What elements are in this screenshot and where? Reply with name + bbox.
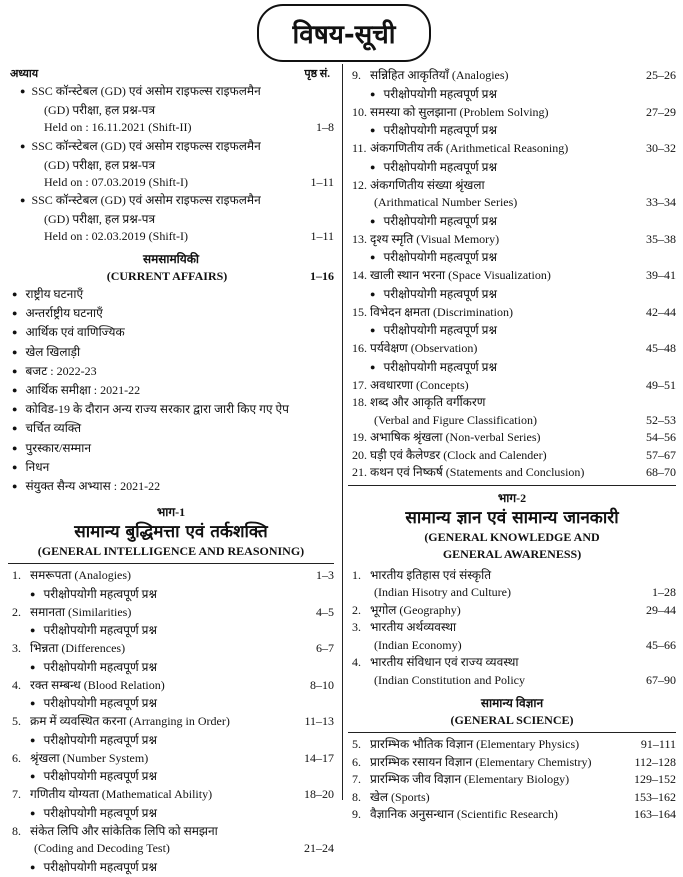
toc-item-pages: 45–48 bbox=[646, 341, 676, 355]
left-column bbox=[8, 64, 334, 877]
toc-item bbox=[348, 177, 676, 195]
toc-item-number: 8. bbox=[352, 789, 361, 804]
toc-item-text: भारतीय अर्थव्यवस्था bbox=[370, 620, 457, 634]
toc-item-text: खाली स्थान भरना (Space Visualization) bbox=[370, 268, 551, 282]
toc-item bbox=[348, 464, 676, 482]
toc-item-title bbox=[348, 771, 632, 789]
current-affairs-item: ● पुरस्कार/सम्मान bbox=[8, 439, 334, 458]
toc-item-cont bbox=[8, 840, 334, 858]
science-list bbox=[348, 736, 676, 824]
toc-item-text: विभेदन क्षमता (Discrimination) bbox=[370, 304, 513, 319]
toc-item bbox=[348, 771, 676, 789]
current-affairs-item: ● निधन bbox=[8, 458, 334, 477]
toc-item-title bbox=[348, 654, 676, 672]
toc-item-number: 4. bbox=[12, 677, 21, 692]
exam-paper-pages: 1–11 bbox=[310, 174, 334, 189]
toc-item-title bbox=[348, 394, 676, 412]
toc-item-text: शब्द और आकृति वर्गीकरण bbox=[370, 395, 486, 409]
toc-item-pages: 57–67 bbox=[646, 447, 676, 462]
toc-item-bullet: ● परीक्षोपयोगी महत्वपूर्ण प्रश्न bbox=[348, 158, 676, 177]
toc-item-text: गणितीय योग्यता (Mathematical Ability) bbox=[30, 787, 213, 802]
toc-item-title bbox=[8, 567, 290, 585]
part1-plain-list bbox=[348, 377, 676, 482]
toc-item-text: भारतीय इतिहास एवं संस्कृति bbox=[370, 567, 492, 582]
toc-item bbox=[348, 736, 676, 754]
toc-item-title bbox=[348, 67, 632, 85]
part2-title-en1: (GENERAL KNOWLEDGE AND bbox=[424, 529, 600, 544]
toc-item-text: कथन एवं निष्कर्ष (Statements and Conclusion) bbox=[370, 465, 585, 479]
toc-item-pages: 1–28 bbox=[652, 585, 676, 599]
toc-item-title bbox=[348, 429, 632, 447]
toc-header bbox=[8, 64, 334, 82]
current-affairs-item: ● चर्चित व्यक्ति bbox=[8, 419, 334, 438]
current-affairs-item: ● संयुक्त सैन्य अभ्यास : 2021-22 bbox=[8, 477, 334, 496]
toc-item-bullet: ● परीक्षोपयोगी महत्वपूर्ण प्रश्न bbox=[348, 285, 676, 304]
toc-item-text2: (Arithmatical Number Series) bbox=[374, 195, 518, 209]
toc-item bbox=[348, 394, 676, 412]
toc-item-pages: 67–90 bbox=[646, 672, 676, 687]
toc-item-title bbox=[348, 377, 632, 395]
toc-item-text: अवधारणा (Concepts) bbox=[370, 377, 469, 392]
toc-item-bullet: ● परीक्षोपयोगी महत्वपूर्ण प्रश्न bbox=[8, 658, 334, 677]
toc-item-text: भिन्नता (Differences) bbox=[30, 641, 126, 656]
toc-item bbox=[348, 754, 676, 772]
toc-item-bullet: ● परीक्षोपयोगी महत्वपूर्ण प्रश्न bbox=[348, 212, 676, 231]
part1-title-hi: सामान्य बुद्धिमत्ता एवं तर्कशक्ति bbox=[74, 522, 268, 543]
toc-item-number: 5. bbox=[12, 714, 21, 729]
toc-item-text: सन्निहित आकृतियाँ (Analogies) bbox=[370, 68, 509, 82]
toc-item-text: पर्यवेक्षण (Observation) bbox=[370, 341, 478, 355]
part1-rule bbox=[8, 563, 334, 564]
toc-item-title bbox=[348, 464, 632, 482]
toc-item-bullet: ● परीक्षोपयोगी महत्वपूर्ण प्रश्न bbox=[8, 621, 334, 640]
toc-item-text2: (Verbal and Figure Classification) bbox=[374, 412, 537, 427]
toc-item-text: खेल (Sports) bbox=[370, 789, 430, 804]
current-affairs-item: ● अन्तर्राष्ट्रीय घटनाएँ bbox=[8, 304, 334, 323]
toc-item-pages: 49–51 bbox=[646, 377, 676, 392]
toc-item-pages: 35–38 bbox=[646, 231, 676, 246]
exam-paper-line1: ● SSC कॉन्स्टेबल (GD) एवं असोम राइफल्स राइफलमैन bbox=[8, 191, 334, 210]
toc-item-number: 18. bbox=[352, 395, 367, 409]
toc-item-text: समरूपता (Analogies) bbox=[30, 568, 132, 583]
current-affairs-list bbox=[8, 285, 334, 496]
toc-item-number: 4. bbox=[352, 655, 361, 669]
toc-item-text: अंकगणितीय संख्या श्रृंखला bbox=[370, 177, 485, 192]
exam-paper-pages: 1–11 bbox=[310, 229, 334, 243]
toc-item-title bbox=[348, 567, 676, 585]
current-affairs-title-hi: समसामयिकी bbox=[142, 251, 200, 266]
toc-item-cont bbox=[348, 672, 676, 690]
page-header: पृष्ठ सं. bbox=[304, 67, 330, 80]
toc-item-pages: 129–152 bbox=[634, 772, 676, 786]
toc-item-title bbox=[8, 640, 290, 658]
page-title: विषय-सूची bbox=[257, 4, 431, 62]
toc-item-title bbox=[348, 340, 632, 358]
toc-item-number: 14. bbox=[352, 268, 367, 282]
toc-item-pages: 18–20 bbox=[304, 787, 334, 802]
exam-paper-held: Held on : 02.03.2019 (Shift-I) bbox=[44, 229, 188, 243]
toc-item-pages: 11–13 bbox=[304, 714, 334, 729]
toc-item-pages: 33–34 bbox=[646, 195, 676, 209]
toc-item-number: 17. bbox=[352, 377, 367, 392]
toc-item-text: समस्या को सुलझाना (Problem Solving) bbox=[370, 104, 549, 119]
toc-item-title bbox=[8, 677, 290, 695]
toc-item bbox=[8, 750, 334, 768]
science-rule bbox=[348, 732, 676, 733]
toc-item-pages: 112–128 bbox=[634, 754, 676, 769]
part2-label: भाग-2 bbox=[497, 490, 527, 505]
toc-item bbox=[8, 823, 334, 841]
toc-item-pages: 21–24 bbox=[304, 841, 334, 856]
toc-item-bullet: ● परीक्षोपयोगी महत्वपूर्ण प्रश्न bbox=[348, 358, 676, 377]
toc-item-text: भूगोल (Geography) bbox=[370, 602, 461, 617]
toc-item-number: 7. bbox=[352, 772, 361, 786]
toc-item-text: दृश्य स्मृति (Visual Memory) bbox=[370, 231, 500, 246]
toc-item-text: घड़ी एवं कैलेण्डर (Clock and Calender) bbox=[370, 447, 547, 462]
toc-item-number: 12. bbox=[352, 177, 367, 192]
toc-item-number: 13. bbox=[352, 231, 367, 246]
toc-item-pages: 14–17 bbox=[304, 750, 334, 765]
toc-item-number: 10. bbox=[352, 104, 367, 119]
exam-paper-held: Held on : 07.03.2019 (Shift-I) bbox=[44, 174, 188, 189]
toc-item-title bbox=[348, 267, 632, 285]
toc-item-text: प्रारम्भिक रसायन विज्ञान (Elementary Chemistry) bbox=[370, 754, 592, 769]
column-divider bbox=[342, 64, 343, 800]
toc-item-bullet: ● परीक्षोपयोगी महत्वपूर्ण प्रश्न bbox=[8, 731, 334, 750]
part2-title-hi: सामान्य ज्ञान एवं सामान्य जानकारी bbox=[405, 507, 619, 528]
toc-item bbox=[348, 231, 676, 249]
part1-left-list bbox=[8, 567, 334, 877]
toc-item-text: प्रारम्भिक जीव विज्ञान (Elementary Biology) bbox=[370, 772, 570, 786]
toc-item-number: 21. bbox=[352, 465, 367, 479]
toc-item-cont bbox=[348, 194, 676, 212]
toc-item bbox=[348, 104, 676, 122]
toc-item bbox=[348, 429, 676, 447]
toc-item-pages: 68–70 bbox=[646, 465, 676, 479]
right-column bbox=[348, 64, 676, 824]
toc-item-bullet: ● परीक्षोपयोगी महत्वपूर्ण प्रश्न bbox=[348, 248, 676, 267]
toc-item-title bbox=[348, 231, 632, 249]
toc-item-number: 1. bbox=[352, 567, 361, 582]
exam-paper-held-row bbox=[8, 228, 334, 246]
toc-item bbox=[348, 602, 676, 620]
toc-item-text: अभाषिक श्रृंखला (Non-verbal Series) bbox=[370, 430, 541, 444]
toc-item bbox=[348, 619, 676, 637]
toc-item-text: संकेत लिपि और सांकेतिक लिपि को समझना bbox=[30, 823, 218, 838]
exam-paper-held-row bbox=[8, 119, 334, 137]
toc-item bbox=[8, 640, 334, 658]
toc-item-title bbox=[348, 806, 632, 824]
toc-item-pages: 42–44 bbox=[646, 304, 676, 319]
toc-item-number: 19. bbox=[352, 430, 367, 444]
toc-item-title bbox=[8, 750, 290, 768]
toc-item bbox=[348, 340, 676, 358]
toc-item-pages: 39–41 bbox=[646, 268, 676, 282]
exam-paper-list bbox=[8, 82, 334, 246]
toc-item-text: प्रारम्भिक भौतिक विज्ञान (Elementary Physics) bbox=[370, 737, 580, 751]
current-affairs-title-row bbox=[8, 268, 334, 286]
toc-item-number: 11. bbox=[352, 141, 367, 155]
current-affairs-item: ● राष्ट्रीय घटनाएँ bbox=[8, 285, 334, 304]
toc-item bbox=[8, 567, 334, 585]
current-affairs-item: ● कोविड-19 के दौरान अन्य राज्य सरकार द्वारा जारी किए गए ऐप bbox=[8, 400, 334, 419]
toc-item-bullet: ● परीक्षोपयोगी महत्वपूर्ण प्रश्न bbox=[8, 858, 334, 877]
toc-item-title bbox=[8, 713, 290, 731]
exam-paper-line1: ● SSC कॉन्स्टेबल (GD) एवं असोम राइफल्स राइफलमैन bbox=[8, 137, 334, 156]
toc-item-pages: 54–56 bbox=[646, 430, 676, 444]
part2-list bbox=[348, 567, 676, 690]
current-affairs-item: ● आर्थिक एवं वाणिज्यिक bbox=[8, 323, 334, 342]
toc-item-text2: (Indian Economy) bbox=[374, 637, 462, 652]
toc-item-text: अंकगणितीय तर्क (Arithmetical Reasoning) bbox=[370, 141, 569, 155]
toc-item-number: 8. bbox=[12, 823, 21, 838]
toc-item-cont bbox=[348, 412, 676, 430]
toc-item-text: क्रम में व्यवस्थित करना (Arranging in Order) bbox=[30, 714, 230, 729]
exam-paper-line1: ● SSC कॉन्स्टेबल (GD) एवं असोम राइफल्स राइफलमैन bbox=[8, 82, 334, 101]
toc-item-pages: 30–32 bbox=[646, 141, 676, 155]
toc-item-text: भारतीय संविधान एवं राज्य व्यवस्था bbox=[370, 655, 519, 669]
toc-item bbox=[8, 713, 334, 731]
toc-item bbox=[348, 806, 676, 824]
part1-title-en: (GENERAL INTELLIGENCE AND REASONING) bbox=[37, 544, 305, 559]
toc-item-pages: 8–10 bbox=[310, 677, 334, 692]
toc-item bbox=[348, 67, 676, 85]
toc-item-number: 16. bbox=[352, 341, 367, 355]
toc-item-pages: 45–66 bbox=[646, 637, 676, 652]
toc-item-text2: (Indian Constitution and Policy bbox=[374, 672, 525, 687]
science-title-en: (GENERAL SCIENCE) bbox=[450, 713, 574, 727]
toc-item-bullet: ● परीक्षोपयोगी महत्वपूर्ण प्रश्न bbox=[8, 804, 334, 823]
toc-item bbox=[348, 789, 676, 807]
toc-item-title bbox=[348, 736, 632, 754]
current-affairs-title-en: (CURRENT AFFAIRS) bbox=[106, 268, 228, 283]
toc-item-pages: 4–5 bbox=[316, 604, 334, 619]
toc-item-number: 5. bbox=[352, 737, 361, 751]
part1-right-list bbox=[348, 67, 676, 377]
current-affairs-pages: 1–16 bbox=[310, 268, 334, 283]
toc-item-cont bbox=[348, 637, 676, 655]
toc-item bbox=[8, 786, 334, 804]
exam-paper-held-row bbox=[8, 174, 334, 192]
toc-item-number: 15. bbox=[352, 304, 367, 319]
toc-item-pages: 52–53 bbox=[646, 412, 676, 427]
toc-item-title bbox=[348, 140, 632, 158]
toc-item-number: 9. bbox=[352, 807, 361, 821]
toc-item-number: 20. bbox=[352, 447, 367, 462]
toc-item bbox=[8, 677, 334, 695]
toc-item-number: 2. bbox=[352, 602, 361, 617]
exam-paper-line2: (GD) परीक्षा, हल प्रश्न-पत्र bbox=[44, 157, 156, 172]
toc-item-text2: (Indian Hisotry and Culture) bbox=[374, 585, 511, 599]
toc-item-bullet: ● परीक्षोपयोगी महत्वपूर्ण प्रश्न bbox=[8, 767, 334, 786]
toc-item-title bbox=[8, 823, 334, 841]
toc-item bbox=[8, 604, 334, 622]
toc-item-pages: 163–164 bbox=[634, 807, 676, 821]
toc-item-number: 3. bbox=[352, 620, 361, 634]
toc-item-pages: 29–44 bbox=[646, 602, 676, 617]
toc-item-title bbox=[348, 619, 676, 637]
toc-item-pages: 25–26 bbox=[646, 68, 676, 82]
toc-item-bullet: ● परीक्षोपयोगी महत्वपूर्ण प्रश्न bbox=[8, 585, 334, 604]
toc-item-number: 6. bbox=[352, 754, 361, 769]
chapter-header: अध्याय bbox=[10, 67, 39, 80]
current-affairs-item: ● खेल खिलाड़ी bbox=[8, 343, 334, 362]
toc-item-number: 9. bbox=[352, 68, 361, 82]
toc-item-text: रक्त सम्बन्ध (Blood Relation) bbox=[30, 677, 165, 692]
exam-paper-line2: (GD) परीक्षा, हल प्रश्न-पत्र bbox=[44, 103, 156, 117]
current-affairs-item: ● आर्थिक समीक्षा : 2021-22 bbox=[8, 381, 334, 400]
toc-item-bullet: ● परीक्षोपयोगी महत्वपूर्ण प्रश्न bbox=[348, 85, 676, 104]
toc-item-number: 6. bbox=[12, 750, 21, 765]
toc-item bbox=[348, 567, 676, 585]
part2-title-en2: GENERAL AWARENESS) bbox=[442, 546, 582, 561]
toc-item-bullet: ● परीक्षोपयोगी महत्वपूर्ण प्रश्न bbox=[8, 694, 334, 713]
toc-item-cont bbox=[348, 584, 676, 602]
toc-item-title bbox=[8, 786, 290, 804]
toc-item bbox=[348, 377, 676, 395]
exam-paper-pages: 1–8 bbox=[316, 120, 334, 134]
toc-item-title bbox=[348, 177, 676, 195]
toc-item-text2: (Coding and Decoding Test) bbox=[34, 841, 170, 856]
toc-item-title bbox=[8, 604, 290, 622]
toc-item-text: वैज्ञानिक अनुसन्धान (Scientific Research) bbox=[370, 807, 558, 821]
toc-item bbox=[348, 304, 676, 322]
toc-item-number: 7. bbox=[12, 787, 21, 802]
toc-item bbox=[348, 654, 676, 672]
part2-rule bbox=[348, 485, 676, 486]
toc-item-pages: 6–7 bbox=[316, 641, 334, 656]
toc-item bbox=[348, 267, 676, 285]
toc-item-text: श्रृंखला (Number System) bbox=[30, 750, 149, 765]
toc-item-title bbox=[348, 304, 632, 322]
toc-item-pages: 27–29 bbox=[646, 104, 676, 119]
toc-item-title bbox=[348, 754, 632, 772]
toc-item-title bbox=[348, 104, 632, 122]
toc-item-pages: 91–111 bbox=[640, 737, 676, 751]
current-affairs-item: ● बजट : 2022-23 bbox=[8, 362, 334, 381]
toc-item-number: 1. bbox=[12, 568, 21, 583]
exam-paper-held: Held on : 16.11.2021 (Shift-II) bbox=[44, 120, 192, 134]
toc-item-bullet: ● परीक्षोपयोगी महत्वपूर्ण प्रश्न bbox=[348, 121, 676, 140]
part1-label: भाग-1 bbox=[156, 505, 186, 520]
toc-item bbox=[348, 447, 676, 465]
toc-item-bullet: ● परीक्षोपयोगी महत्वपूर्ण प्रश्न bbox=[348, 321, 676, 340]
toc-item bbox=[348, 140, 676, 158]
toc-item-pages: 153–162 bbox=[634, 789, 676, 804]
exam-paper-line2: (GD) परीक्षा, हल प्रश्न-पत्र bbox=[44, 212, 156, 226]
toc-item-number: 2. bbox=[12, 604, 21, 619]
toc-item-title bbox=[348, 602, 632, 620]
toc-item-title bbox=[348, 789, 632, 807]
toc-item-text: समानता (Similarities) bbox=[30, 604, 132, 619]
toc-item-title bbox=[348, 447, 632, 465]
toc-item-number: 3. bbox=[12, 641, 21, 656]
science-title-hi: सामान्य विज्ञान bbox=[480, 696, 544, 710]
toc-item-pages: 1–3 bbox=[316, 568, 334, 583]
